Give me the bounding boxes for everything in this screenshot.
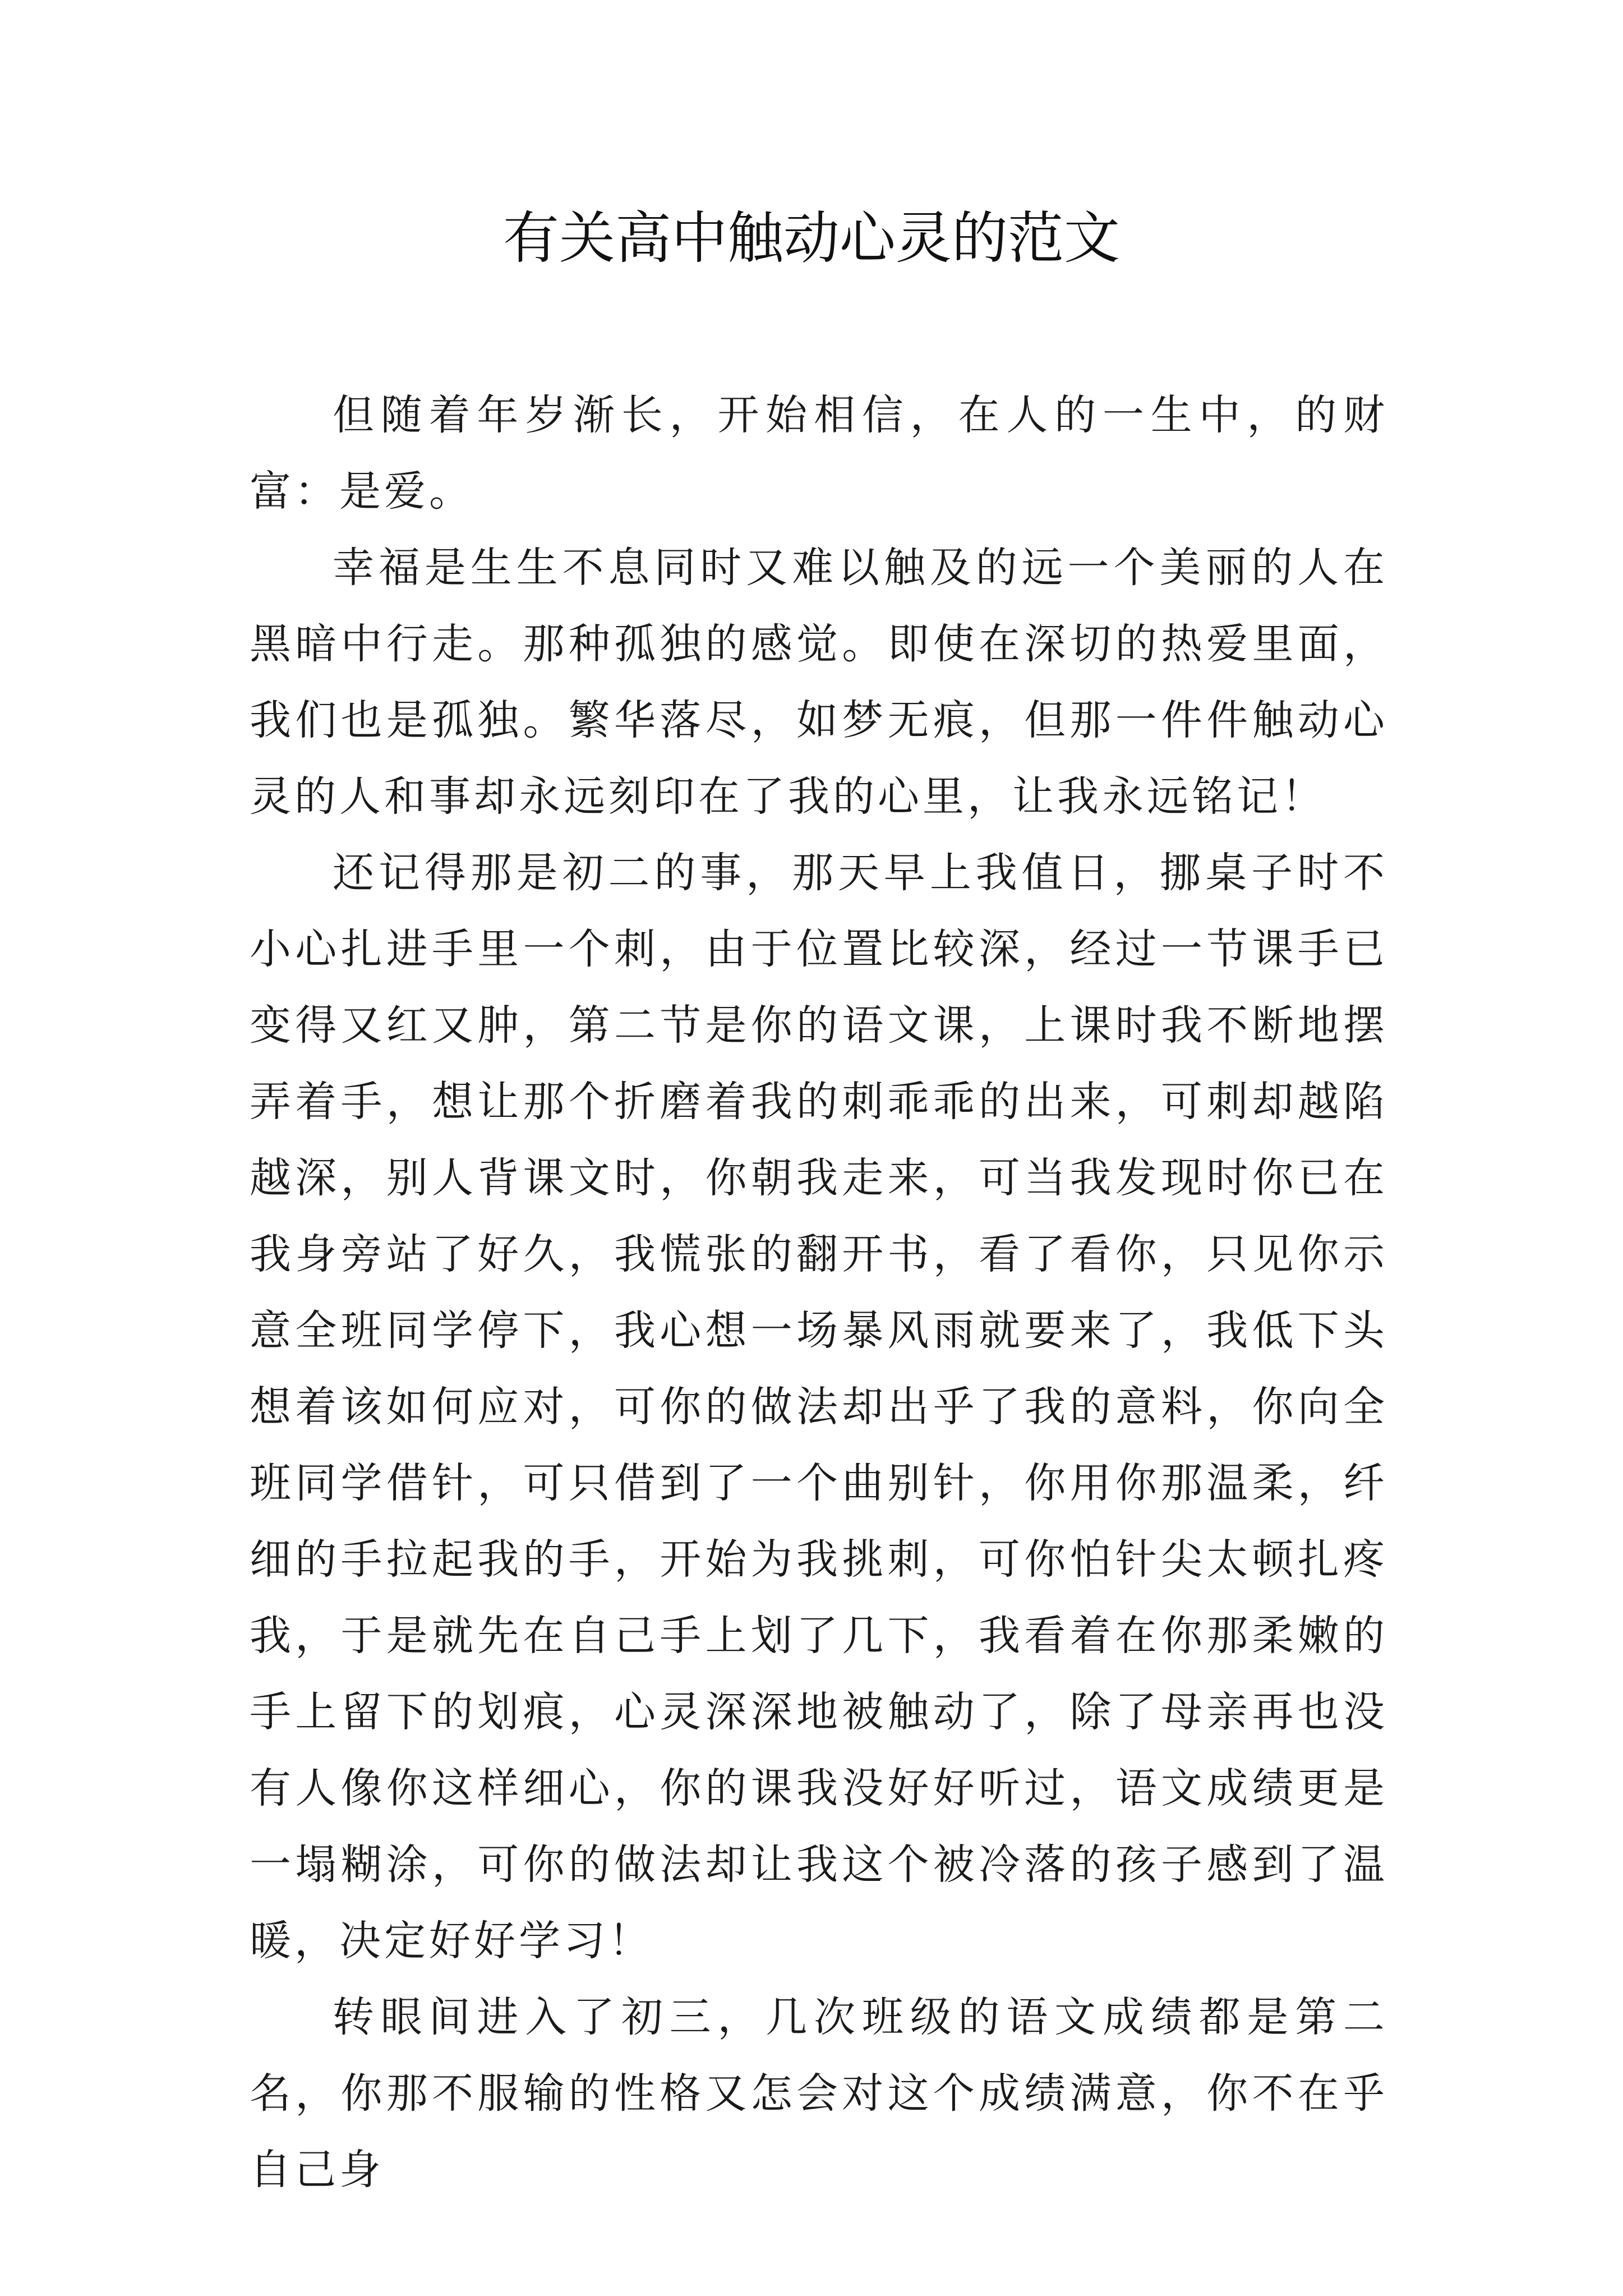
- document-body: [250, 377, 1388, 2208]
- paragraph: 转眼间进入了初三，几次班级的语文成绩都是第二名，你那不服输的性格又怎会对这个成绩满意，你不在乎自己身: [250, 1993, 1388, 2194]
- paragraph: 还记得那是初二的事，那天早上我值日，挪桌子时不小心扎进手里一个刺，由于位置比较深，经过一节课手已变得又红又肿，第二节是你的语文课，上课时我不断地摆弄着手，想让那个折磨着我的刺乖乖的出来，可刺却越陷越深，别人背课文时，你朝我走来，可当我发现时你已在我身旁站了好久，我慌张的翻开书，看了看你，只见你示意全班同学停下，我心想一场暴风雨就要来了，我低下头想着该如何应对，可你的做法却出乎了我的意料，你向全班同学借针，可只借到了一个曲别针，你用你那温柔，纤细的手拉起我的手，开始为我挑刺，可你怕针尖太顿扎疼我，于是就先在自己手上划了几下，我看着在你那柔嫩的手上留下的划痕，心灵深深地被触动了，除了母亲再也没有人像你这样细心，你的课我没好好听过，语文成绩更是一塌糊涂，可你的做法却让我这个被冷落的孩子感到了温暖，决定好好学习！: [250, 849, 1388, 1965]
- paragraph: 但随着年岁渐长，开始相信，在人的一生中，的财富：是爱。: [250, 391, 1388, 516]
- document-title: 有关高中触动心灵的范文: [503, 205, 1120, 271]
- paragraph: 幸福是生生不息同时又难以触及的远一个美丽的人在黑暗中行走。那种孤独的感觉。即使在深切的热爱里面，我们也是孤独。繁华落尽，如梦无痕，但那一件件触动心灵的人和事却永远刻印在了我的心里，让我永远铭记！: [250, 544, 1388, 821]
